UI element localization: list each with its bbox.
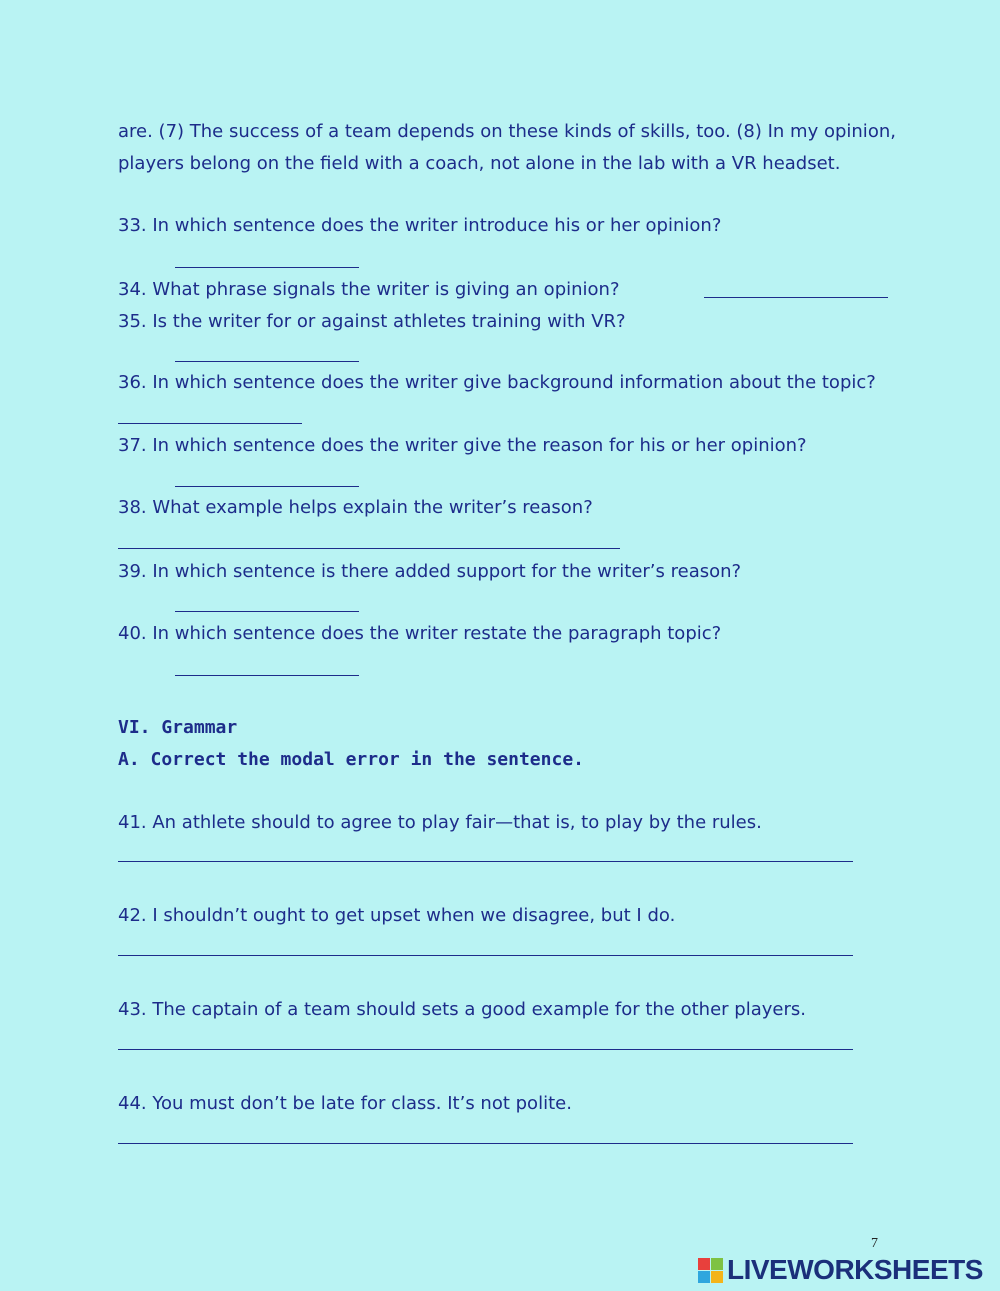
answer-blank-43[interactable]	[118, 1049, 853, 1050]
logo-block-v	[698, 1271, 710, 1283]
question-37: 37. In which sentence does the writer give the reason for his or her opinion?	[118, 435, 807, 456]
section-instruction: A. Correct the modal error in the sentence.	[118, 749, 584, 770]
answer-blank-35[interactable]	[175, 361, 359, 362]
question-38: 38. What example helps explain the writer’s reason?	[118, 497, 593, 518]
page-number: 7	[871, 1236, 878, 1251]
answer-blank-44[interactable]	[118, 1143, 853, 1144]
question-44: 44. You must don’t be late for class. It’s not polite.	[118, 1093, 572, 1114]
logo-block-e	[711, 1271, 723, 1283]
section-title: VI. Grammar	[118, 717, 238, 738]
question-36: 36. In which sentence does the writer give background information about the topic?	[118, 372, 876, 393]
answer-blank-41[interactable]	[118, 861, 853, 862]
logo-block-i	[711, 1258, 723, 1270]
answer-blank-36[interactable]	[118, 423, 302, 424]
question-42: 42. I shouldn’t ought to get upset when we disagree, but I do.	[118, 905, 676, 926]
question-35: 35. Is the writer for or against athletes training with VR?	[118, 311, 626, 332]
logo-text: LIVEWORKSHEETS	[727, 1254, 983, 1285]
answer-blank-37[interactable]	[175, 486, 359, 487]
passage-line-2: players belong on the field with a coach, not alone in the lab with a VR headset.	[118, 153, 841, 174]
answer-blank-42[interactable]	[118, 955, 853, 956]
logo-blocks-icon	[698, 1258, 723, 1283]
answer-blank-34[interactable]	[704, 297, 888, 298]
liveworksheets-logo	[698, 1256, 983, 1284]
answer-blank-40[interactable]	[175, 675, 359, 676]
answer-blank-39[interactable]	[175, 611, 359, 612]
question-41: 41. An athlete should to agree to play fair—that is, to play by the rules.	[118, 812, 762, 833]
question-34: 34. What phrase signals the writer is giving an opinion?	[118, 279, 620, 300]
question-43: 43. The captain of a team should sets a good example for the other players.	[118, 999, 806, 1020]
logo-block-l	[698, 1258, 710, 1270]
passage-line-1: are. (7) The success of a team depends on these kinds of skills, too. (8) In my opinion,	[118, 121, 896, 142]
answer-blank-33[interactable]	[175, 267, 359, 268]
question-39: 39. In which sentence is there added support for the writer’s reason?	[118, 561, 742, 582]
answer-blank-38[interactable]	[118, 548, 620, 549]
question-40: 40. In which sentence does the writer restate the paragraph topic?	[118, 623, 722, 644]
question-33: 33. In which sentence does the writer introduce his or her opinion?	[118, 215, 722, 236]
